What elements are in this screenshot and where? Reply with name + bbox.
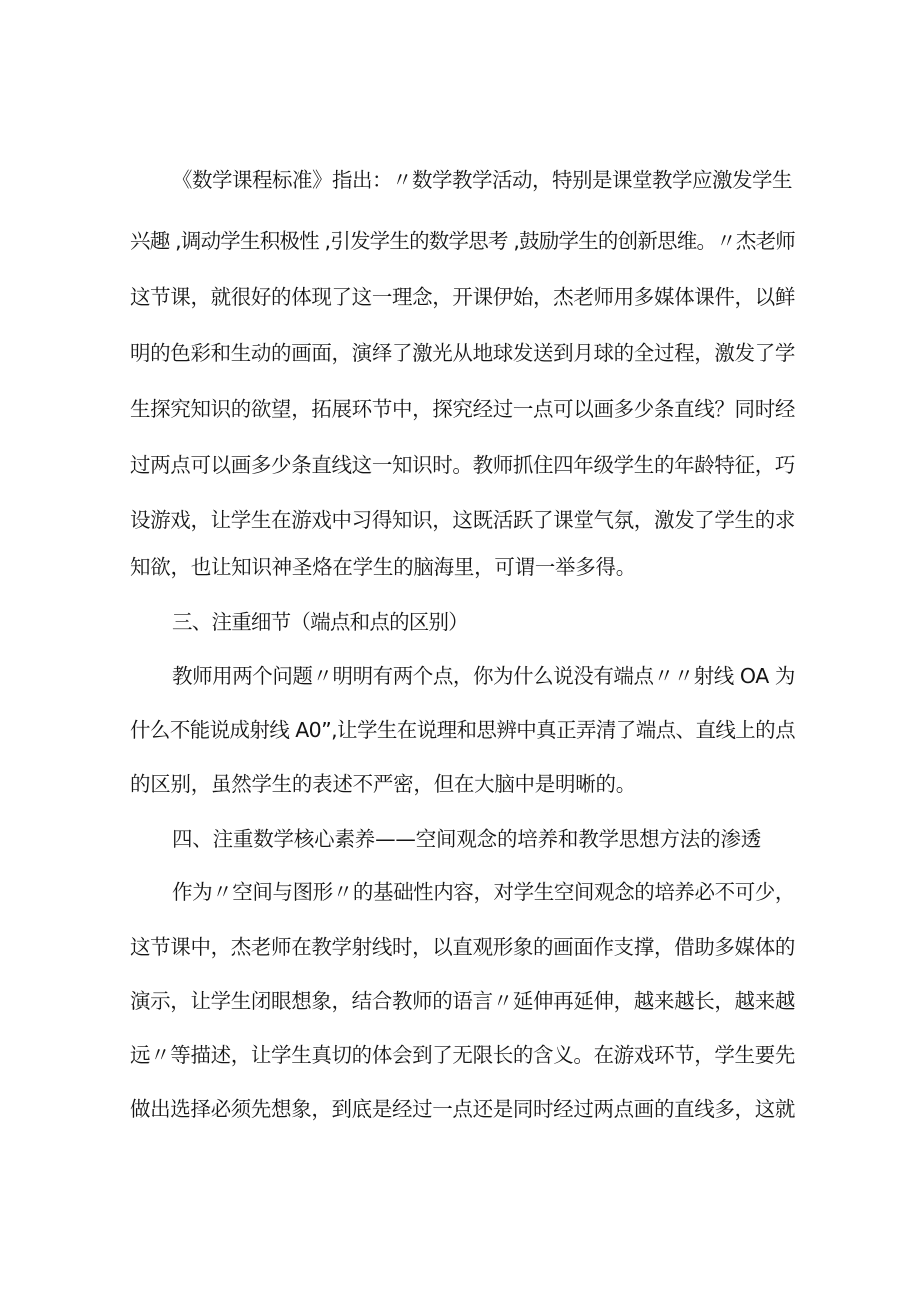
paragraph-line: 这节课，就很好的体现了这一理念，开课伊始，杰老师用多媒体课件，以鲜	[130, 285, 795, 309]
paragraph-line: 《数学课程标准》指出：〃数学教学活动，特别是课堂教学应激发学生	[172, 168, 792, 192]
paragraph-line: 的区别，虽然学生的表述不严密，但在大脑中是明晰的。	[130, 772, 636, 796]
section-heading: 三、注重细节（端点和点的区别）	[172, 610, 468, 634]
paragraph-line: 做出选择必须先想象，到底是经过一点还是同时经过两点画的直线多，这就	[130, 1097, 795, 1121]
paragraph-line: 明的色彩和生动的画面，演绎了激光从地球发送到月球的全过程，激发了学	[130, 341, 795, 365]
paragraph-line: 演示，让学生闭眼想象，结合教师的语言〃延伸再延伸，越来越长，越来越	[130, 989, 795, 1013]
paragraph-line: 远〃等描述，让学生真切的体会到了无限长的含义。在游戏环节，学生要先	[130, 1043, 795, 1067]
section-heading: 四、注重数学核心素养——空间观念的培养和教学思想方法的渗透	[172, 827, 761, 851]
paragraph-line: 什么不能说成射线 A0”,让学生在说理和思辨中真正弄清了端点、直线上的点	[130, 718, 795, 742]
paragraph-line: 这节课中，杰老师在教学射线时，以直观形象的画面作支撑，借助多媒体的	[130, 935, 795, 959]
paragraph-line: 兴趣 ,调动学生积极性 ,引发学生的数学思考 ,鼓励学生的创新思维。〃杰老师	[130, 229, 795, 253]
paragraph-line: 设游戏，让学生在游戏中习得知识，这既活跃了课堂气氛，激发了学生的求	[130, 508, 795, 532]
paragraph-line: 知欲，也让知识神圣烙在学生的脑海里，可谓一举多得。	[130, 555, 636, 579]
paragraph-line: 教师用两个问题〃明明有两个点，你为什么说没有端点〃〃射线 OA 为	[172, 664, 795, 688]
paragraph-line: 过两点可以画多少条直线这一知识时。教师抓住四年级学生的年龄特征，巧	[130, 453, 795, 477]
paragraph-line: 作为〃空间与图形〃的基础性内容，对学生空间观念的培养必不可少，	[172, 880, 795, 904]
paragraph-line: 生探究知识的欲望，拓展环节中，探究经过一点可以画多少条直线？同时经	[130, 397, 795, 421]
